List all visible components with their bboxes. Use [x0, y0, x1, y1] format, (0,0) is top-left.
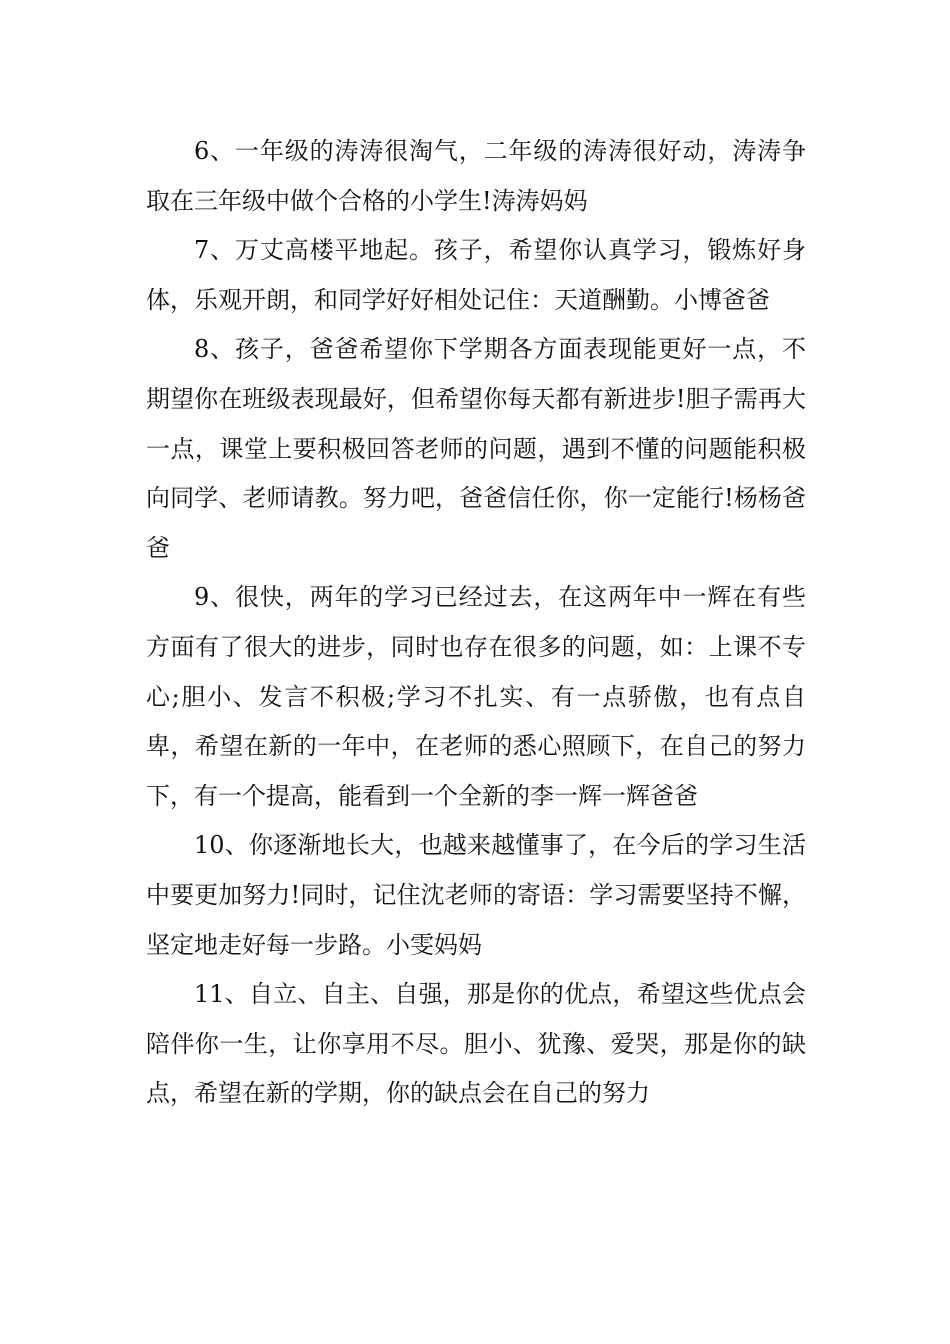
paragraph-11: 11、自立、自主、自强，那是你的优点，希望这些优点会陪伴你一生，让你享用不尽。胆小、犹豫、爱哭，那是你的缺点，希望在新的学期，你的缺点会在自己的努力 — [146, 980, 806, 1108]
document-body — [146, 127, 806, 1119]
paragraph-6: 6、一年级的涛涛很淘气，二年级的涛涛很好动，涛涛争取在三年级中做个合格的小学生!涛涛妈妈 — [146, 137, 806, 215]
paragraph-9: 9、很快，两年的学习已经过去，在这两年中一辉在有些方面有了很大的进步，同时也存在很多的问题，如：上课不专心;胆小、发言不积极;学习不扎实、有一点骄傲，也有点自卑，希望在新的一年中，在老师的悉心照顾下，在自己的努力下，有一个提高，能看到一个全新的李一辉一辉爸爸 — [146, 583, 806, 810]
paragraph-10: 10、你逐渐地长大，也越来越懂事了，在今后的学习生活中要更加努力!同时，记住沈老师的寄语：学习需要坚持不懈，坚定地走好每一步路。小雯妈妈 — [146, 831, 806, 959]
paragraph-7: 7、万丈高楼平地起。孩子，希望你认真学习，锻炼好身体，乐观开朗，和同学好好相处记住：天道酬勤。小博爸爸 — [146, 236, 806, 314]
paragraph-8: 8、孩子，爸爸希望你下学期各方面表现能更好一点，不期望你在班级表现最好，但希望你每天都有新进步!胆子需再大一点，课堂上要积极回答老师的问题，遇到不懂的问题能积极向同学、老师请教。努力吧，爸爸信任你，你一定能行!杨杨爸爸 — [146, 335, 806, 562]
